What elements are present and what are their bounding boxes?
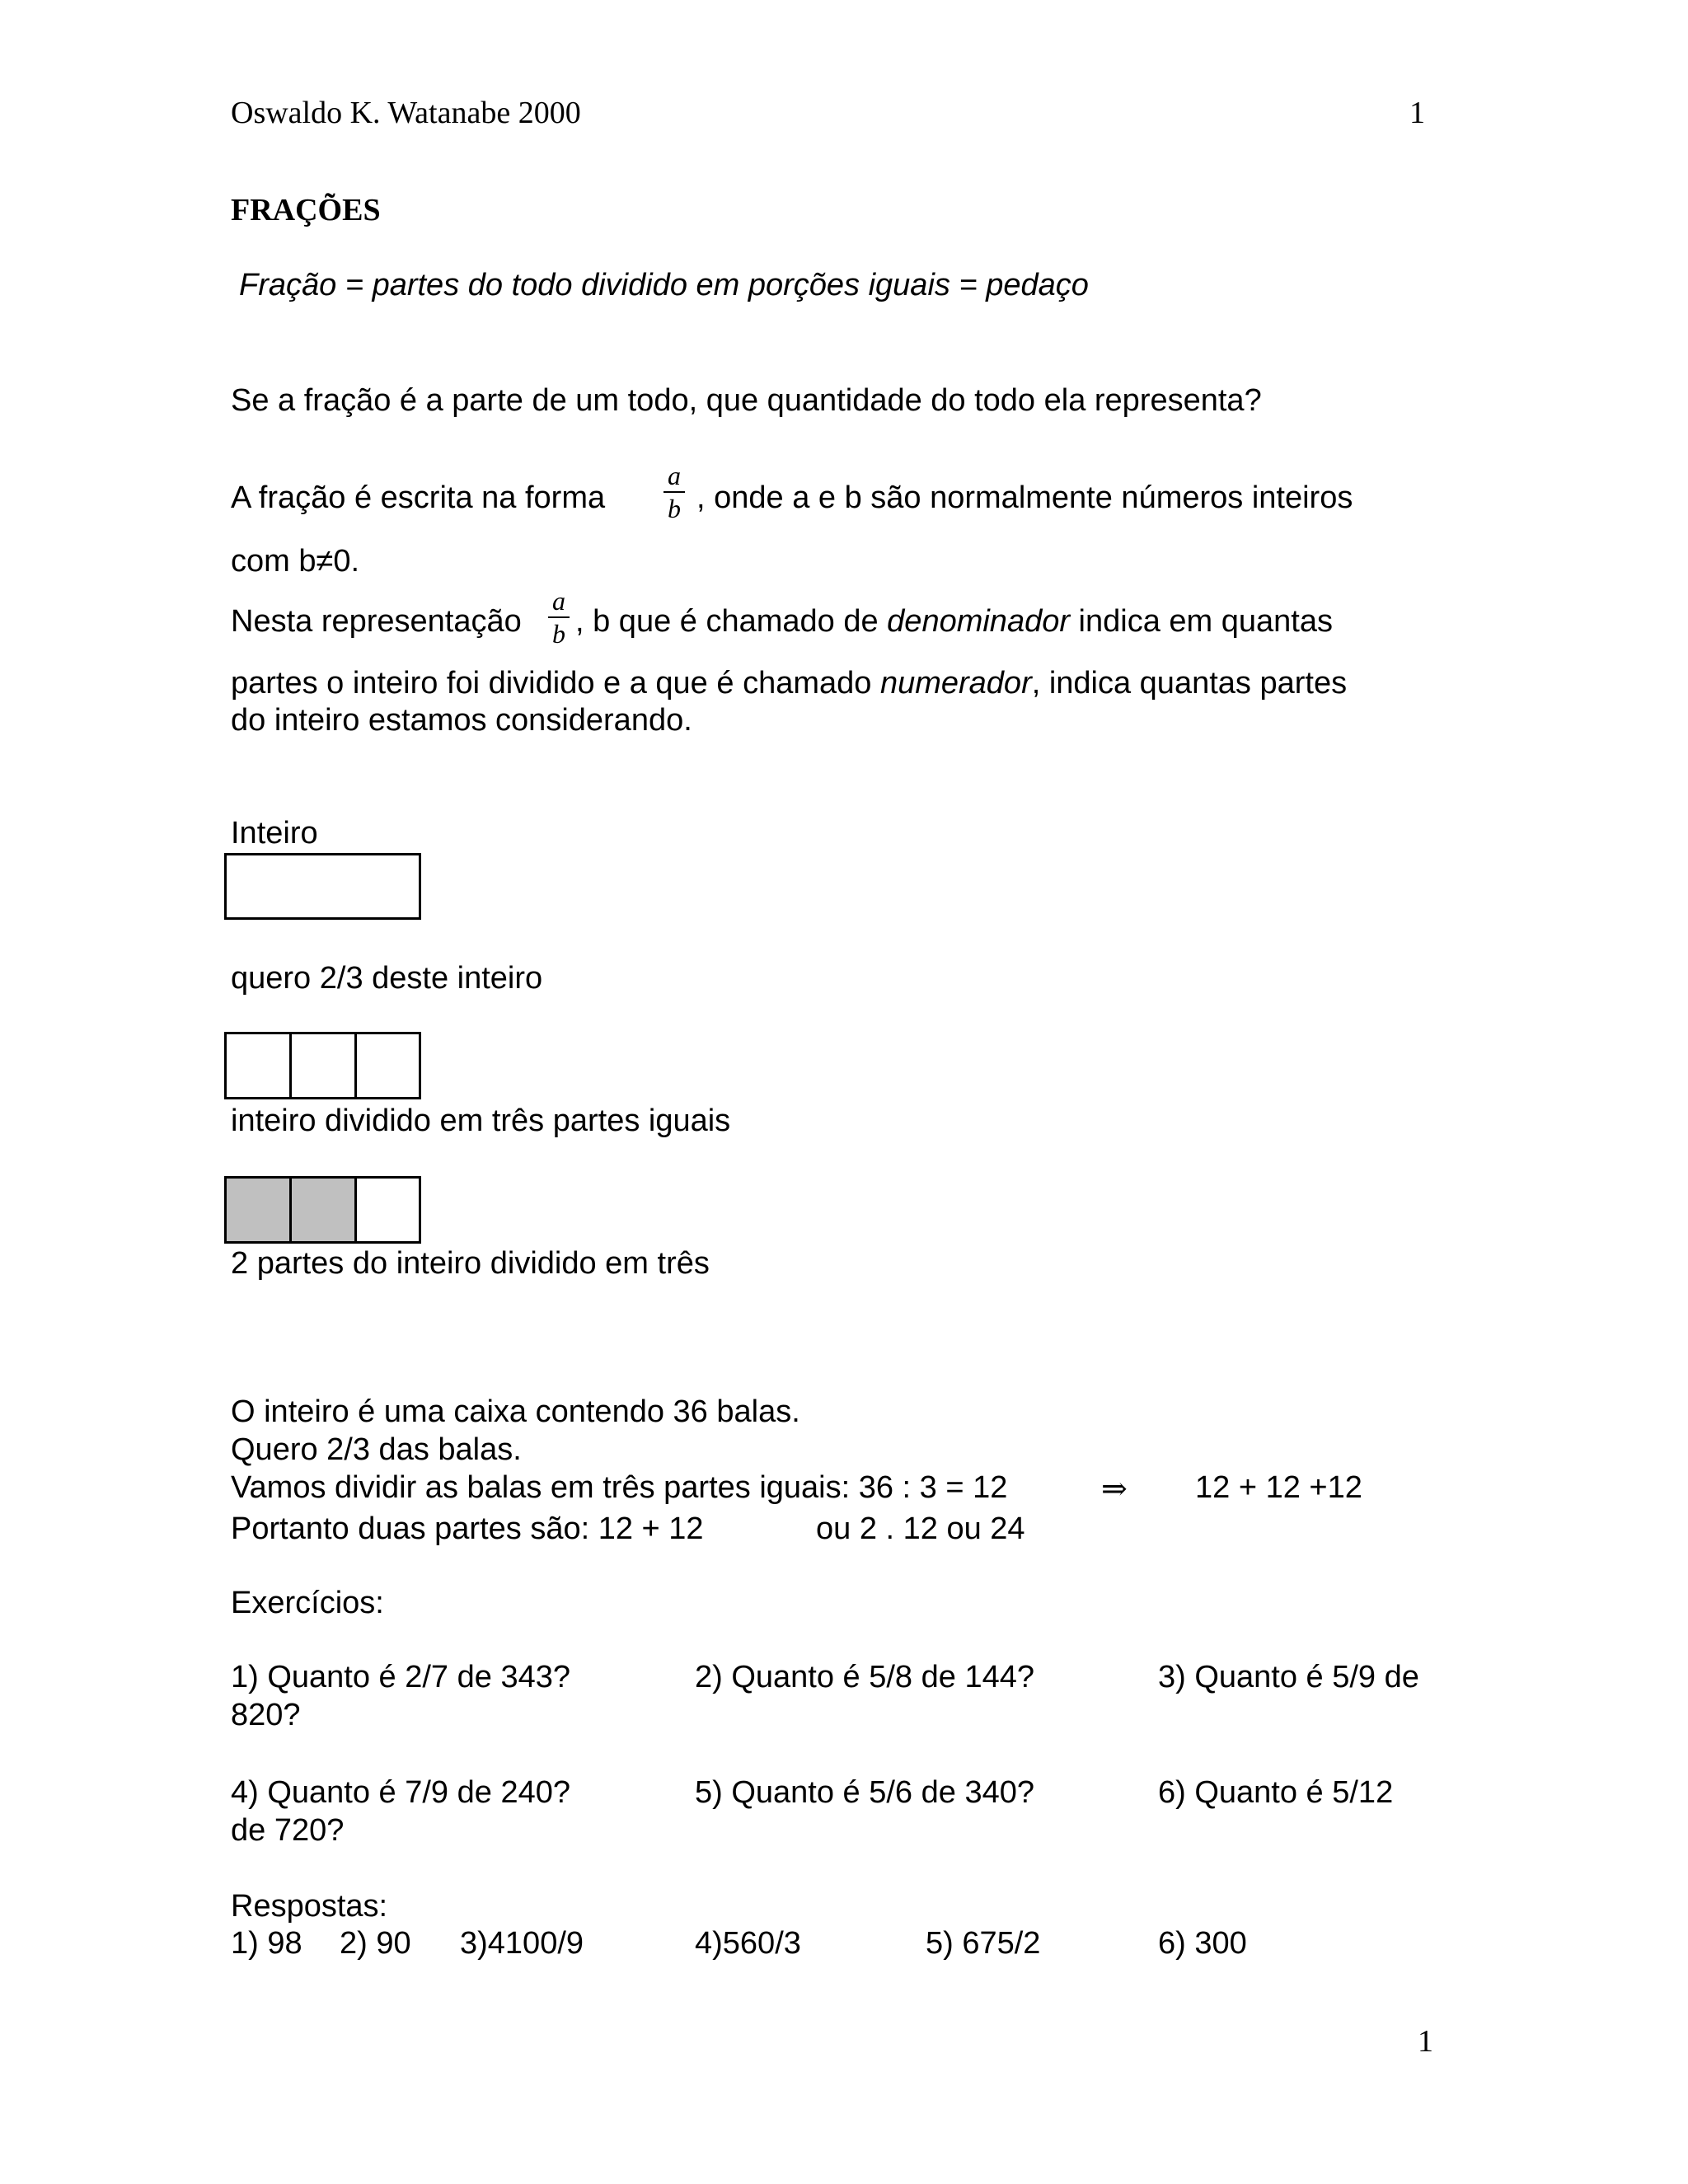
exercise-1: 1) Quanto é 2/7 de 343? [231, 1660, 570, 1694]
answer-5: 5) 675/2 [926, 1926, 1041, 1961]
part-cell [354, 1176, 421, 1244]
fraction-bar [548, 616, 570, 618]
inteiro-label: Inteiro [231, 816, 318, 851]
exercise-5: 5) Quanto é 5/6 de 340? [695, 1775, 1034, 1810]
form-line2: com b≠0. [231, 544, 360, 579]
form-suffix: , onde a e b são normalmente números inteiros [696, 480, 1353, 515]
exercise-6: 6) Quanto é 5/12 [1158, 1775, 1394, 1810]
answers-heading: Respostas: [231, 1889, 388, 1924]
page-title: FRAÇÕES [231, 193, 381, 227]
repr-line3: do inteiro estamos considerando. [231, 703, 692, 738]
exercise-4: 4) Quanto é 7/9 de 240? [231, 1775, 570, 1810]
example-line3b: 12 + 12 +12 [1195, 1470, 1362, 1505]
exercises-heading: Exercícios: [231, 1586, 384, 1620]
definition-text: Fração = partes do todo dividido em porções iguais = pedaço [239, 268, 1089, 302]
answer-3: 3)4100/9 [460, 1926, 584, 1961]
fraction-bar [663, 491, 685, 493]
example-line2: Quero 2/3 das balas. [231, 1432, 522, 1467]
repr-line1 [575, 604, 1333, 640]
exercise-3-wrap: 820? [231, 1698, 301, 1732]
header-page-number: 1 [1409, 96, 1425, 130]
example-line4a: Portanto duas partes são: 12 + 12 [231, 1511, 704, 1546]
exercise-2: 2) Quanto é 5/8 de 144? [695, 1660, 1034, 1694]
fraction-a-over-b-2 [546, 587, 571, 648]
divided-label: inteiro dividido em três partes iguais [231, 1104, 731, 1138]
part-cell [224, 1032, 292, 1099]
answer-2: 2) 90 [340, 1926, 411, 1961]
part-cell [354, 1032, 421, 1099]
part-cell [289, 1032, 357, 1099]
two-parts-label: 2 partes do inteiro dividido em três [231, 1246, 710, 1281]
repr-mid: , b que é chamado de [575, 604, 888, 639]
fraction-numerator: a [668, 461, 681, 490]
repr-suffix: indica em quantas [1070, 604, 1333, 639]
answer-6: 6) 300 [1158, 1926, 1247, 1961]
implies-arrow-icon: ⇒ [1101, 1472, 1128, 1507]
want-label: quero 2/3 deste inteiro [231, 961, 543, 996]
repr-line2 [231, 666, 1347, 701]
example-line1: O inteiro é uma caixa contendo 36 balas. [231, 1394, 800, 1429]
footer-page-number: 1 [1418, 2024, 1433, 2059]
answer-1: 1) 98 [231, 1926, 302, 1961]
whole-rectangle [224, 853, 421, 920]
example-line3: Vamos dividir as balas em três partes iguais: 36 : 3 = 12 [231, 1470, 1008, 1505]
question-text: Se a fração é a parte de um todo, que quantidade do todo ela representa? [231, 383, 1262, 418]
fraction-a-over-b [662, 462, 687, 523]
form-prefix: A fração é escrita na forma [231, 480, 606, 515]
exercise-3: 3) Quanto é 5/9 de [1158, 1660, 1419, 1694]
term-denominador: denominador [887, 604, 1070, 639]
answer-4: 4)560/3 [695, 1926, 801, 1961]
repr-line2a: partes o inteiro foi dividido e a que é chamado [231, 666, 880, 701]
fraction-denominator: b [668, 494, 681, 523]
shaded-part-cell [224, 1176, 292, 1244]
exercise-6-wrap: de 720? [231, 1813, 345, 1848]
header-author: Oswaldo K. Watanabe 2000 [231, 96, 581, 130]
example-line4b: ou 2 . 12 ou 24 [816, 1511, 1025, 1546]
fraction-denominator: b [552, 619, 565, 649]
term-numerador: numerador [879, 666, 1032, 701]
shaded-part-cell [289, 1176, 357, 1244]
repr-prefix: Nesta representação [231, 604, 522, 639]
repr-line2b: , indica quantas partes [1031, 666, 1348, 701]
fraction-numerator: a [552, 586, 565, 616]
